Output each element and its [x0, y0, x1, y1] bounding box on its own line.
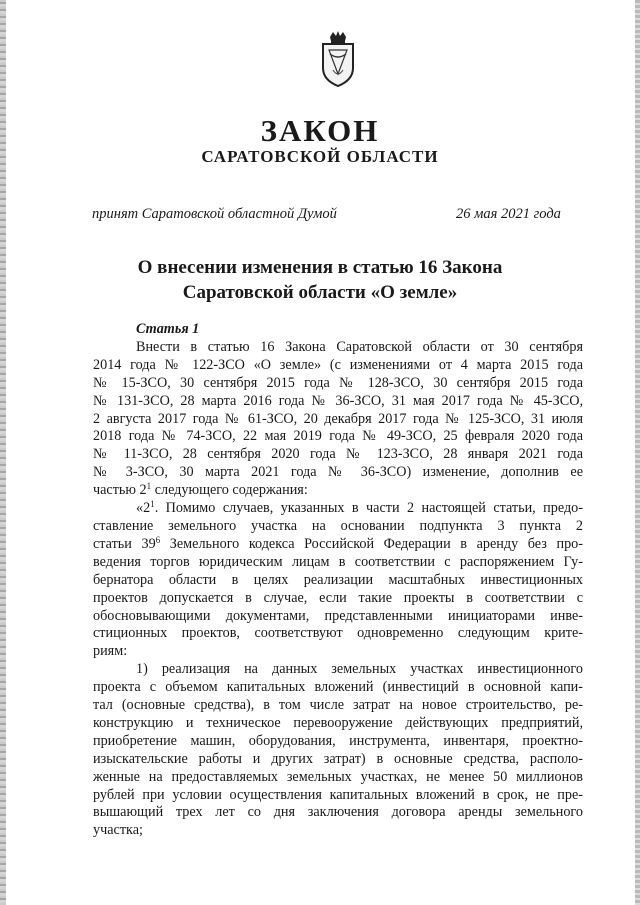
document-region: САРАТОВСКОЙ ОБЛАСТИ	[201, 147, 439, 166]
body-line: 2 августа 2017 года № 61-ЗСО, 20 декабря 2017 года № 125-ЗСО, 31 июля	[93, 410, 583, 427]
body-text: . Помимо случаев, указанных в части 2 настоящей статьи, предо-	[154, 500, 583, 517]
body-line	[93, 482, 583, 500]
law-body	[93, 321, 583, 840]
body-line: изыскательские работы и других затрат) в основные средства, располо-	[93, 750, 583, 767]
body-line: женные на предоставляемых земельных участках, не менее 50 миллионов	[93, 768, 583, 785]
adopted-by: принят Саратовской областной Думой	[92, 206, 337, 222]
body-line: риям:	[93, 643, 128, 660]
body-line: рублей при условии осуществления капитальных вложений в срок, не пре-	[93, 786, 583, 803]
superscript: 1	[150, 499, 155, 510]
body-line: ставление земельного участка на основании подпункта 3 пункта 2	[93, 517, 583, 534]
body-line	[93, 500, 583, 518]
superscript: 1	[146, 481, 152, 492]
body-line: № 15-ЗСО, 30 сентября 2015 года № 128-ЗСО, 30 сентября 2015 года	[93, 374, 583, 391]
body-line: проектов допускается в случае, если такие проекты в соответствии с	[93, 589, 583, 606]
body-line: проекта с объемом капитальных вложений (инвестиций в основной капи-	[93, 679, 583, 696]
body-line: участка;	[93, 822, 143, 839]
body-text: частью 2	[93, 482, 147, 499]
heading-line: О внесении изменения в статью 16 Закона	[137, 257, 503, 278]
body-line: вышающий трех лет со дня заключения договора аренды земельного	[93, 804, 583, 821]
body-line: бернатора области в целях реализации масштабных инвестиционных	[93, 571, 583, 588]
body-line: № 3-ЗСО, 30 марта 2021 года № 36-ЗСО) изменение, дополнив ее	[93, 464, 583, 481]
body-line: 2014 года № 122-ЗСО «О земле» (с изменениями от 4 марта 2015 года	[93, 356, 583, 373]
body-line: приобретение машин, оборудования, инструмента, инвентаря, проектно-	[93, 732, 583, 749]
body-line: стиционных проектов, соответствуют одновременно следующим крите-	[93, 625, 583, 642]
body-line: ведения торгов юридическим лицам в соответствии с распоряжением Гу-	[93, 553, 583, 570]
heading-line: Саратовской области «О земле»	[182, 282, 458, 303]
article-label: Статья 1	[136, 321, 200, 337]
body-text: «2	[136, 500, 151, 517]
law-heading	[0, 255, 640, 305]
body-line: обосновывающими документами, представленными инициаторами инве-	[93, 607, 583, 624]
body-line: тал (основные средства), в том числе затрат на новое строительство, ре-	[93, 697, 583, 714]
body-line: Внести в статью 16 Закона Саратовской области от 30 сентября	[136, 338, 583, 355]
body-line: № 131-ЗСО, 28 марта 2016 года № 36-ЗСО, 31 мая 2017 года № 45-ЗСО,	[93, 392, 583, 409]
body-line	[93, 536, 583, 554]
body-line: конструкцию и техническое перевооружение действующих предприятий,	[93, 714, 583, 731]
body-text: следующего содержания:	[151, 482, 308, 499]
body-line: 1) реализация на данных земельных участках инвестиционного	[136, 661, 583, 678]
body-line: № 11-ЗСО, 28 сентября 2020 года № 123-ЗСО, 28 января 2021 года	[93, 446, 583, 463]
coat-of-arms-emblem	[319, 30, 357, 88]
body-text: Земельного кодекса Российской Федерации в аренду без про-	[160, 535, 583, 552]
body-line: 2018 года № 74-ЗСО, 22 мая 2019 года № 49-ЗСО, 25 февраля 2020 года	[93, 428, 583, 445]
superscript: 6	[155, 534, 161, 545]
body-text: статьи 39	[93, 535, 156, 552]
adopted-date: 26 мая 2021 года	[456, 206, 561, 222]
document-title: ЗАКОН	[260, 113, 380, 148]
